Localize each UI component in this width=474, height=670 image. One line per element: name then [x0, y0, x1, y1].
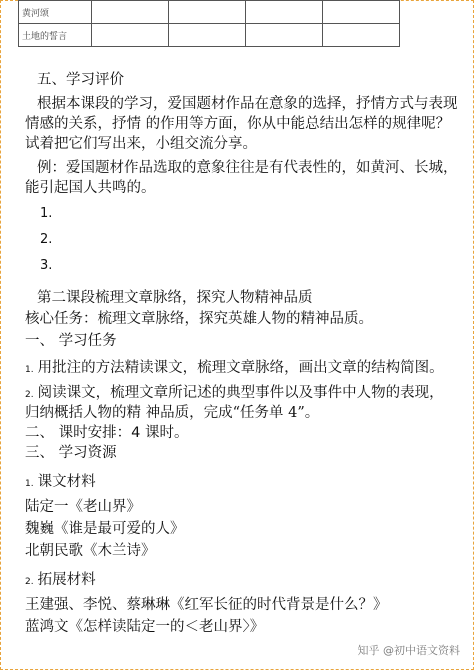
resources-heading: 三、 学习资源: [25, 445, 117, 461]
list-item-2: 2.: [40, 232, 53, 247]
task-1-number: 1.: [25, 365, 34, 375]
table-cell: [245, 1, 322, 24]
stage2-core-task: 核心任务：梳理文章脉络，探究英雄人物的精神品质。: [25, 311, 373, 327]
schedule-prefix: 二、 课时安排：: [25, 425, 132, 441]
resource-1-label: 课文材料: [37, 474, 96, 490]
task-1: [25, 358, 444, 380]
section5-para1-line3: 试着把它们写出来，小组交流分享。: [25, 136, 257, 152]
resource-2-label: 拓展材料: [37, 572, 96, 588]
text-material-1: 陆定一《老山界》: [25, 499, 141, 515]
schedule-heading: [25, 423, 188, 443]
list-item-1: 1.: [40, 206, 53, 221]
resource-2: [25, 570, 96, 592]
section5-para2-line2: 能引起国人共鸣的。: [25, 180, 156, 196]
extended-material-1: 王建强、李悦、蔡琳琳《红军长征的时代背景是什么？》: [25, 597, 388, 613]
table-cell: [168, 24, 245, 47]
table-row: [19, 24, 400, 47]
table-cell: [91, 1, 168, 24]
table-cell: [245, 24, 322, 47]
resource-1-number: 1.: [25, 479, 34, 489]
section5-para2-line1: 例：爱国题材作品选取的意象往往是有代表性的，如黄河、长城，: [37, 160, 458, 176]
table-cell: [322, 1, 399, 24]
text-material-2: 魏巍《谁是最可爱的人》: [25, 521, 185, 537]
task-2-text: 阅读课文，梳理文章所记述的典型事件以及事件中人物的表现，: [37, 385, 444, 401]
table-cell: [168, 1, 245, 24]
task-1-text: 用批注的方法精读课文，梳理文章脉络，画出文章的结构简图。: [37, 360, 444, 376]
watermark: 知乎 @初中语文资料: [357, 644, 460, 657]
section5-heading: 五、学习评价: [37, 72, 124, 88]
section5-para1-line2: 情感的关系，抒情 的作用等方面，你从中能总结出怎样的规律呢？: [25, 116, 451, 132]
section5-para1-line1: 根据本课段的学习，爱国题材作品在意象的选择，抒情方式与表现: [37, 96, 458, 112]
stage2-title: 第二课段梳理文章脉络，探究人物精神品质: [37, 290, 313, 306]
schedule-suffix: 课时。: [140, 425, 189, 441]
table-cell: [91, 24, 168, 47]
table-row: [19, 1, 400, 24]
text-material-3: 北朝民歌《木兰诗》: [25, 543, 156, 559]
table-cell-label: 黄河颂: [19, 1, 92, 24]
task-2-number: 2.: [25, 390, 34, 400]
extended-material-2: 蓝鸿文《怎样读陆定一的＜老山界〉》: [25, 619, 265, 635]
schedule-hours: 4: [131, 425, 141, 441]
list-item-3: 3.: [40, 258, 53, 273]
table-cell-label: 土地的誓言: [19, 24, 92, 47]
resource-1: [25, 472, 96, 494]
resource-2-number: 2.: [25, 577, 34, 587]
table-cell: [322, 24, 399, 47]
evaluation-table: [18, 0, 400, 47]
task-2-line2: 归纳概括人物的精 神品质，完成“任务单 4”。: [25, 405, 320, 421]
learning-task-heading: 一、 学习任务: [25, 333, 117, 349]
task-2-line1: [25, 383, 444, 405]
